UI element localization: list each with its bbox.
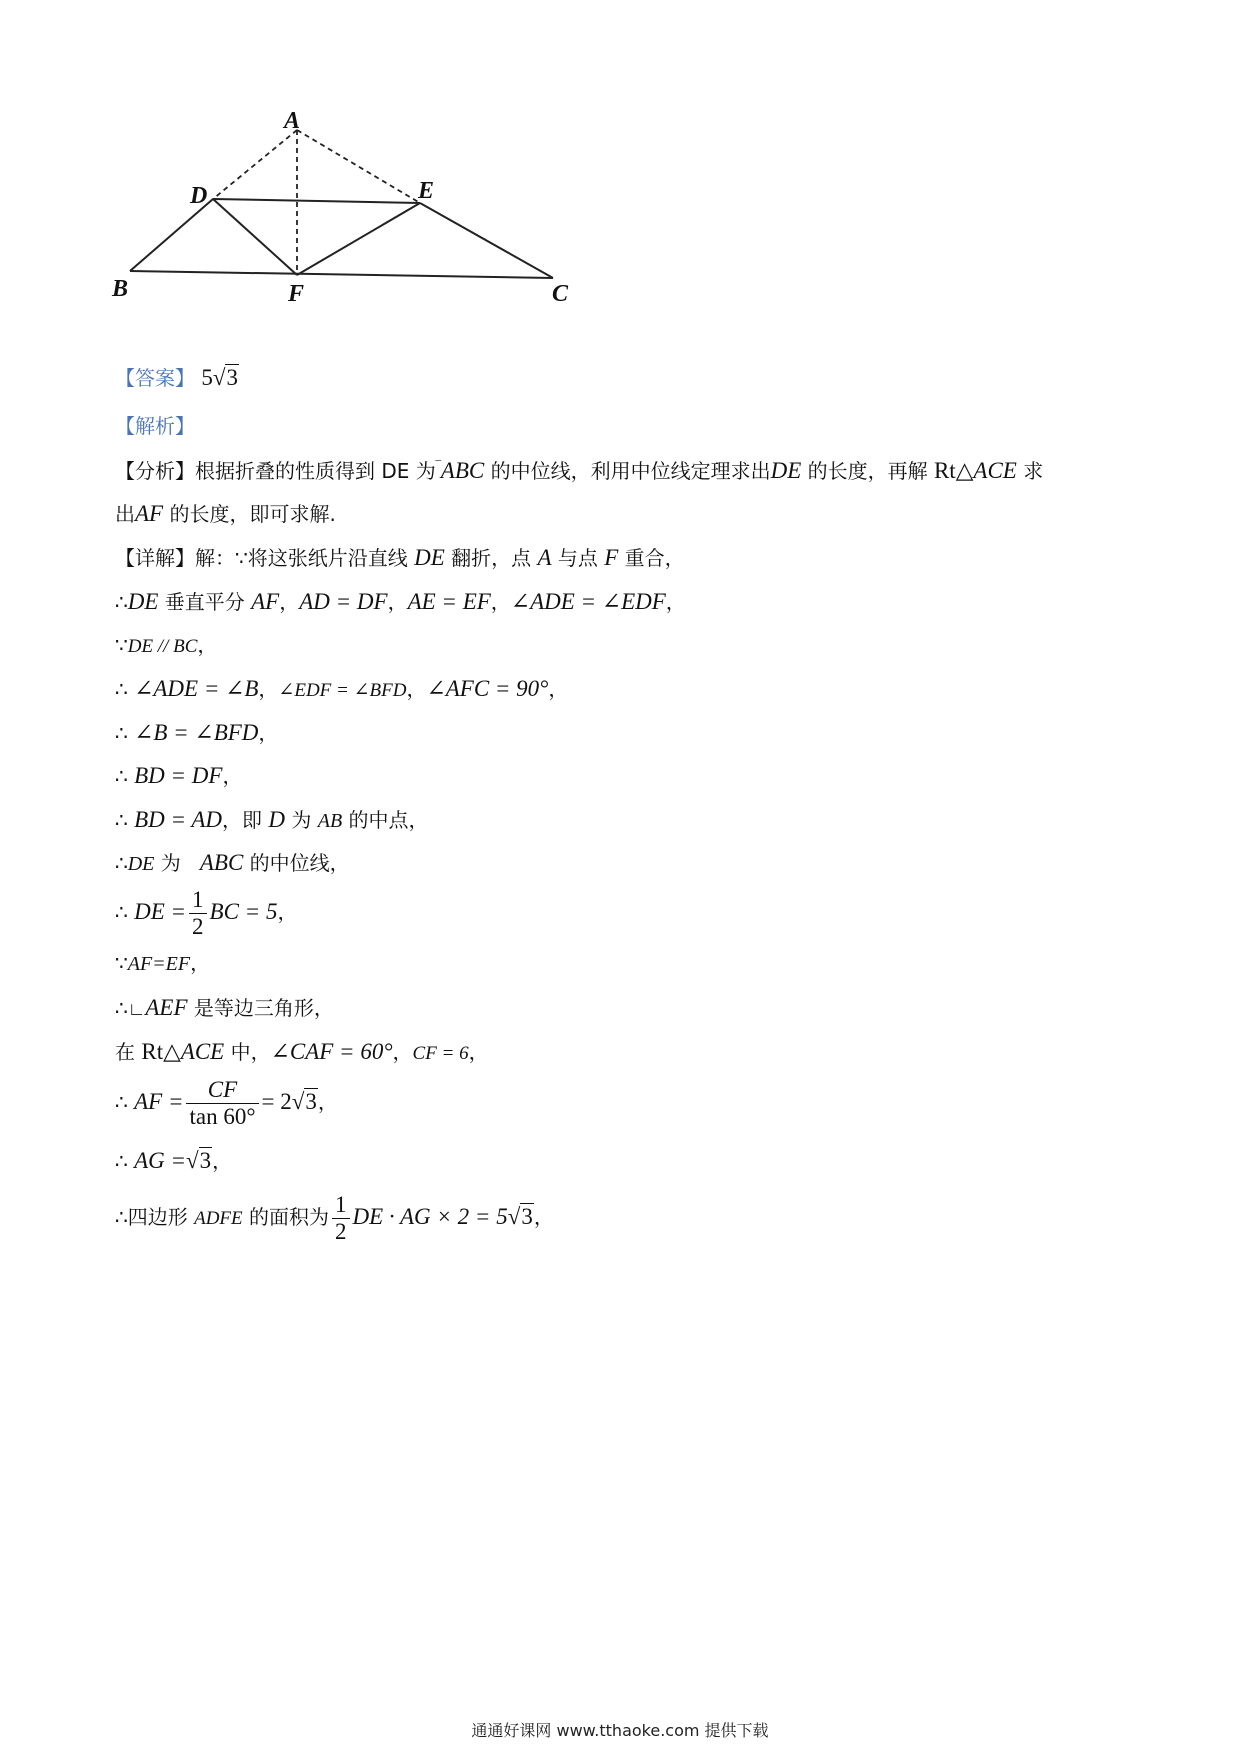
step-text: ， xyxy=(277,900,298,924)
step-text: ， xyxy=(190,951,211,975)
step-math: ∠B = ∠BFD xyxy=(134,720,259,745)
step-math: DE // BC xyxy=(127,636,198,657)
step-math: DE xyxy=(127,589,159,614)
step-math: ACE xyxy=(180,1039,225,1064)
step-math: ∠ADE = ∠B xyxy=(134,676,259,701)
step-text: ∵ xyxy=(115,951,128,975)
step-text: ， xyxy=(279,590,300,614)
step-text: 为 xyxy=(285,808,318,832)
step-text: ∴ xyxy=(115,808,135,832)
step-math: ADFE xyxy=(194,1208,243,1229)
step-text: ， xyxy=(665,590,686,614)
step-text: ∴ xyxy=(115,677,135,701)
step-text: ∴ xyxy=(115,900,135,924)
step-14 xyxy=(115,1146,232,1176)
detail-tag: 【详解】 xyxy=(115,546,195,570)
step-text: ， xyxy=(212,1149,233,1173)
step-text: ， xyxy=(392,1040,413,1064)
step-text: ， xyxy=(406,677,427,701)
step-9 xyxy=(115,880,297,944)
step-math: D xyxy=(268,807,286,832)
step-6 xyxy=(115,761,242,791)
fenxi-af: AF xyxy=(135,501,164,526)
step-text: 在 xyxy=(115,1040,142,1064)
answer-tag: 【答案】 xyxy=(115,366,195,390)
step-text: 是等边三角形， xyxy=(187,996,334,1020)
step-text: ， xyxy=(258,677,279,701)
step-text: ∴ xyxy=(115,721,135,745)
step-text: 与点 xyxy=(551,546,605,570)
step-text: ， xyxy=(490,590,511,614)
sqrt-three: √3 xyxy=(507,1204,533,1229)
fenxi-de: DE xyxy=(770,458,802,483)
step-math: ∠AFC = 90° xyxy=(426,676,549,701)
step-text: 的中位线， xyxy=(243,851,350,875)
step-math: ∠CAF = 60° xyxy=(270,1039,393,1064)
step-math: BD = AD xyxy=(134,807,223,832)
step-math: DE xyxy=(414,545,445,570)
step-text: 中， xyxy=(224,1040,271,1064)
step-text: ∴ xyxy=(115,764,135,788)
step-math: AD = DF xyxy=(299,589,388,614)
step-text: 翻折，点 xyxy=(444,546,538,570)
step-math: ABC xyxy=(199,850,244,875)
step-5 xyxy=(115,718,278,748)
step-math: CF = 6 xyxy=(412,1043,469,1064)
step-text: ， xyxy=(548,677,569,701)
step-text: ∵ xyxy=(115,633,128,657)
step-text: 重合， xyxy=(618,546,685,570)
step-text: ∴ xyxy=(115,1149,135,1173)
fenxi-tag: 【分析】 xyxy=(115,459,195,483)
step-math: ∠EDF = ∠BFD xyxy=(278,680,407,701)
step-8 xyxy=(115,848,350,879)
dashed-ad xyxy=(213,130,297,199)
step-text: 解：∵将这张纸片沿直线 xyxy=(195,546,415,570)
step-math: BD = DF xyxy=(134,763,223,788)
label-f: F xyxy=(288,281,305,307)
triangle-symbol: ∟ xyxy=(127,999,146,1019)
sqrt-three: √3 xyxy=(291,1089,317,1114)
step-text: 的面积为 xyxy=(242,1205,329,1229)
answer-coef: 5 xyxy=(201,365,213,390)
step-text: 的中点， xyxy=(342,808,429,832)
answer-sqrt: √3 xyxy=(212,365,238,390)
step-text: ， xyxy=(222,764,243,788)
label-b: B xyxy=(112,276,129,302)
step-math: DE xyxy=(127,853,155,875)
step-text: ∴四边形 xyxy=(115,1205,195,1229)
fenxi-text: 的长度，再解 xyxy=(801,459,934,483)
step-13 xyxy=(115,1070,338,1134)
step-text: ，即 xyxy=(222,808,269,832)
fenxi-text: 根据折叠的性质得到 DE 为 xyxy=(195,459,436,483)
step-math: DE · AG × 2 = 5 xyxy=(352,1204,508,1229)
fraction-cf-over-tan60: $\frac{CF}{\tan 60^\circ}$ xyxy=(186,1077,258,1130)
step-text: ， xyxy=(387,590,408,614)
step-text: ∴ xyxy=(115,1090,135,1114)
step-math: AEF xyxy=(145,995,188,1020)
dashed-ae xyxy=(297,130,420,203)
step-text: 为 xyxy=(154,851,188,875)
label-d: D xyxy=(190,183,208,209)
geometry-figure xyxy=(110,108,670,348)
segment-df xyxy=(213,199,297,275)
fenxi-rt: Rt△ xyxy=(933,458,974,483)
step-math: BC = 5 xyxy=(209,899,278,924)
fenxi-text: 求 xyxy=(1016,459,1044,483)
step-text: ， xyxy=(258,721,279,745)
fraction-one-half: $\frac{1}{2}$ xyxy=(332,1192,350,1245)
fenxi-triangle: ABC xyxy=(440,458,485,483)
triangle-symbol: ‾ xyxy=(435,460,441,476)
step-math: AE = EF xyxy=(407,589,491,614)
analysis-tag-line xyxy=(115,411,195,441)
step-12 xyxy=(115,1037,489,1069)
step-text: ， xyxy=(197,633,218,657)
step-math: AF=EF xyxy=(127,953,191,975)
fenxi-text: 的长度，即可求解. xyxy=(163,502,336,526)
page-footer: 通通好课网 www.tthaoke.com 提供下载 xyxy=(471,1721,769,1740)
step-math: A xyxy=(537,545,552,570)
step-text: ， xyxy=(533,1205,554,1229)
fenxi-text: 出 xyxy=(115,502,135,526)
step-math: ∠ADE = ∠EDF xyxy=(510,589,666,614)
step-math: AF xyxy=(251,589,280,614)
label-a: A xyxy=(284,108,301,134)
fenxi-line-1 xyxy=(115,456,1043,489)
step-3 xyxy=(115,630,217,662)
step-math: DE = xyxy=(134,899,187,924)
step-math: AF = xyxy=(134,1089,184,1114)
step-2 xyxy=(115,587,686,617)
fenxi-text: 的中位线，利用中位线定理求出 xyxy=(484,459,771,483)
step-text: ∴ xyxy=(115,996,128,1020)
step-text: 垂直平分 xyxy=(158,590,252,614)
step-math: Rt△ xyxy=(141,1039,181,1064)
step-1 xyxy=(115,543,685,573)
label-e: E xyxy=(418,178,435,204)
step-4 xyxy=(115,674,568,706)
step-math: = 2 xyxy=(261,1089,292,1114)
analysis-tag: 【解析】 xyxy=(115,414,195,438)
step-math: F xyxy=(604,545,619,570)
step-15 xyxy=(115,1185,554,1251)
step-11 xyxy=(115,993,334,1024)
segment-ef xyxy=(297,203,420,275)
segment-ec xyxy=(420,203,553,278)
step-math: AB xyxy=(317,810,343,832)
step-text: ， xyxy=(317,1090,338,1114)
segment-bd xyxy=(130,199,213,271)
step-7 xyxy=(115,805,429,836)
step-math: AG = xyxy=(134,1148,187,1173)
answer-line xyxy=(115,363,239,393)
fenxi-ace: ACE xyxy=(973,458,1017,483)
step-text: ， xyxy=(468,1040,489,1064)
step-text: ∴ xyxy=(115,851,128,875)
step-10 xyxy=(115,948,210,979)
fraction-one-half: $\frac{1}{2}$ xyxy=(189,887,207,940)
sqrt-three: √3 xyxy=(186,1148,212,1173)
segment-bc xyxy=(130,271,553,278)
fenxi-line-2 xyxy=(115,499,336,529)
segment-de xyxy=(213,199,420,203)
step-text: ∴ xyxy=(115,590,128,614)
label-c: C xyxy=(552,281,569,307)
